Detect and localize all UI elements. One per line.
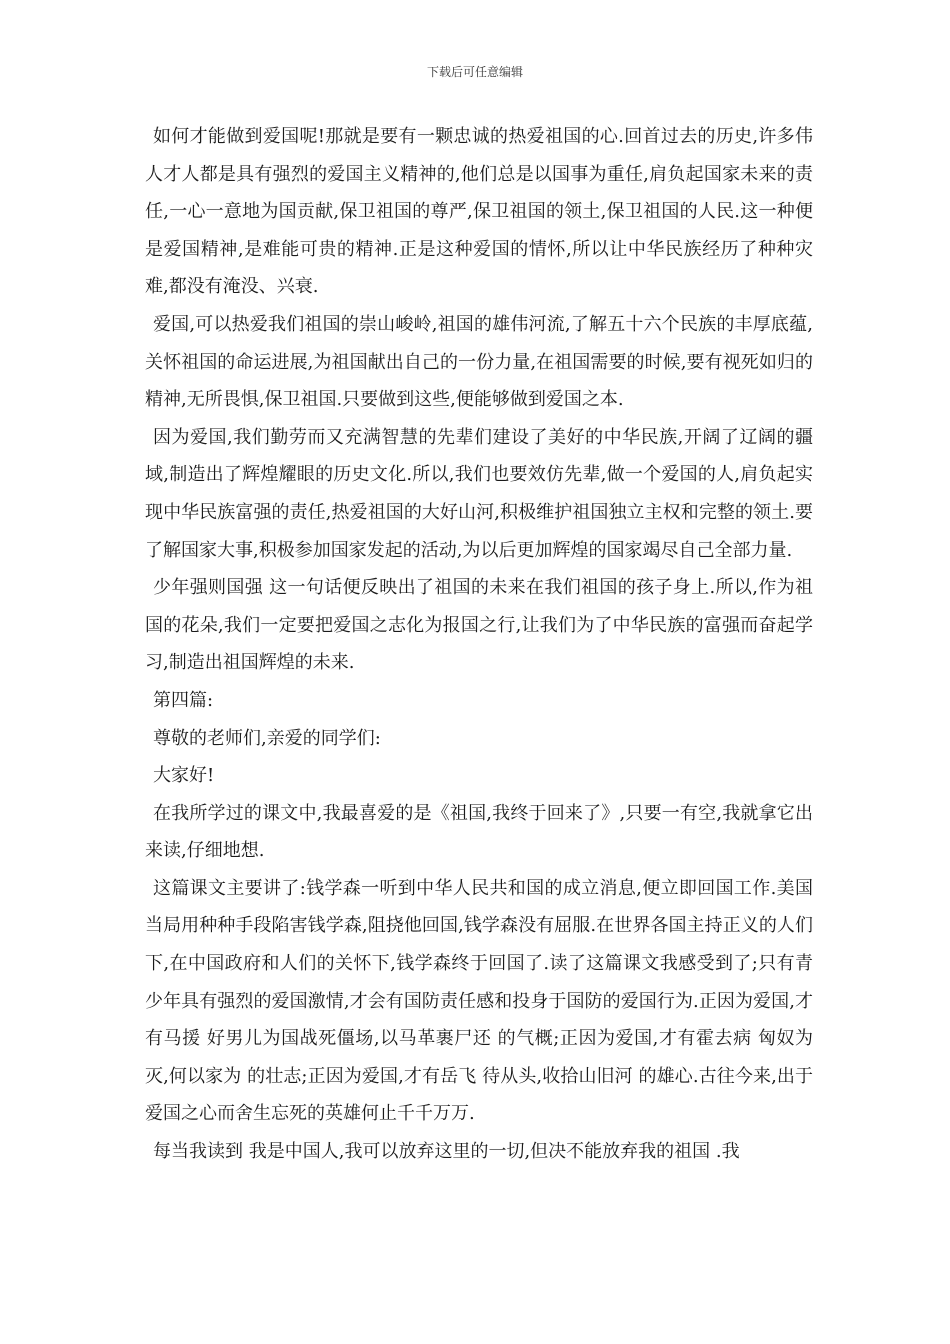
paragraph: 在我所学过的课文中,我最喜爱的是《祖国,我终于回来了》,只要一有空,我就拿它出来读,仔细地想. <box>145 802 813 862</box>
paragraph: 爱国,可以热爱我们祖国的崇山峻岭,祖国的雄伟河流,了解五十六个民族的丰厚底蕴,关怀祖国的命运进展,为祖国献出自己的一份力量,在祖国需要的时候,要有视死如归的精神,无所畏惧,保卫祖国.只要做到这些,便能够做到爱国之本. <box>145 313 813 411</box>
greeting: 大家好! <box>153 765 215 787</box>
paragraph: 这篇课文主要讲了:钱学森一听到中华人民共和国的成立消息,便立即回国工作.美国当局用种种手段陷害钱学森,阻挠他回国,钱学森没有屈服.在世界各国主持正义的人们下,在中国政府和人们的关怀下,钱学森终于回国了.读了这篇课文我感受到了;只有青少年具有强烈的爱国激情,才会有国防责任感和投身于国防的爱国行为.正因为爱国,才有马援 好男儿为国战死僵场,以马革裹尸还 的气概;正因为爱国,才有霍去病 匈奴为灭,何以家为 的壮志;正因为爱国,才有岳飞 待从头,收拾山旧河 的雄心.古往今来,出于爱国之心而舍生忘死的英雄何止千千万万. <box>145 877 813 1125</box>
section-heading: 第四篇: <box>153 689 214 711</box>
paragraph: 因为爱国,我们勤劳而又充满智慧的先辈们建设了美好的中华民族,开阔了辽阔的疆域,制造出了辉煌耀眼的历史文化.所以,我们也要效仿先辈,做一个爱国的人,肩负起实现中华民族富强的责任,热爱祖国的大好山河,积极维护祖国独立主权和完整的领土.要了解国家大事,积极参加国家发起的活动,为以后更加辉煌的国家竭尽自己全部力量. <box>145 426 813 561</box>
paragraph: 每当我读到 我是中国人,我可以放弃这里的一切,但决不能放弃我的祖国 .我 <box>153 1141 740 1163</box>
page-header: 下载后可任意编辑 <box>426 65 523 79</box>
document-body <box>145 118 813 1171</box>
paragraph: 如何才能做到爱国呢!那就是要有一颗忠诚的热爱祖国的心.回首过去的历史,许多伟人才人都是具有强烈的爱国主义精神的,他们总是以国事为重任,肩负起国家未来的责任,一心一意地为国贡献,保卫祖国的尊严,保卫祖国的领土,保卫祖国的人民.这一种便是爱国精神,是难能可贵的精神.正是这种爱国的情怀,所以让中华民族经历了种种灾难,都没有淹没、兴衰. <box>145 126 813 298</box>
salutation: 尊敬的老师们,亲爱的同学们: <box>153 727 381 749</box>
paragraph: 少年强则国强 这一句话便反映出了祖国的未来在我们祖国的孩子身上.所以,作为祖国的花朵,我们一定要把爱国之志化为报国之行,让我们为了中华民族的富强而奋起学习,制造出祖国辉煌的未来. <box>145 577 813 674</box>
